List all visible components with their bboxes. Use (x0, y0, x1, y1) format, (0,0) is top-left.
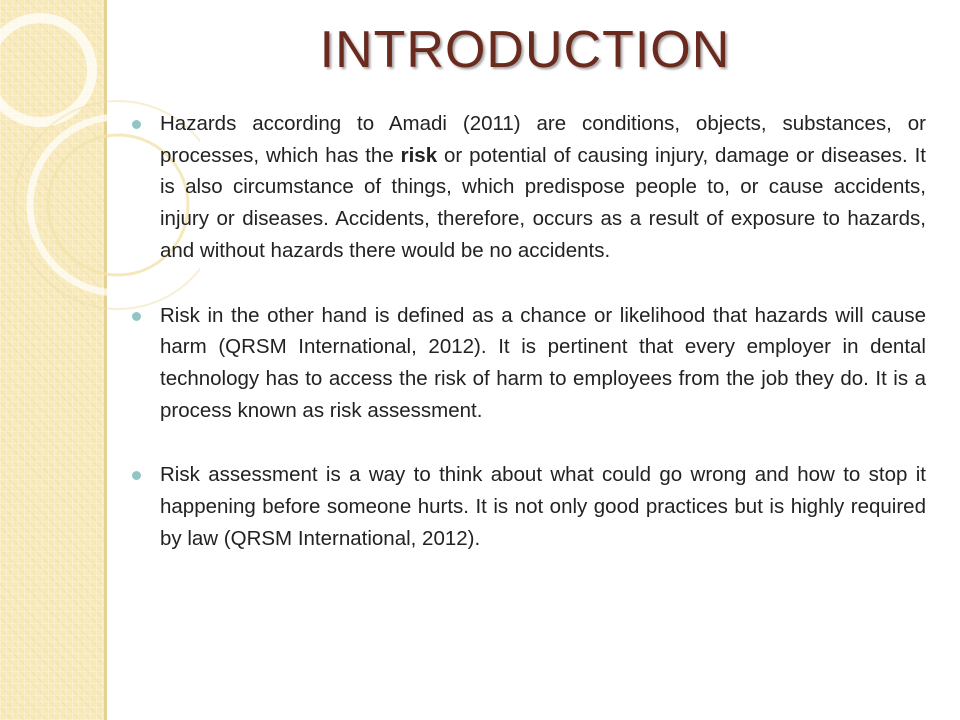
bullet-text: Risk in the other hand is defined as a chance or likelihood that hazards will cause harm (QRSM International, 2012). It is pertinent that every employer in dental technology has to access the risk of harm to employees from the job they do. It is a process known as risk assessment. (160, 303, 926, 422)
page-title: INTRODUCTION (319, 21, 731, 79)
bullet-item-risk (130, 300, 926, 427)
bullet-text-part: Hazards according to Amadi (2011) are conditions, objects, substances, or processes, which has the (160, 112, 926, 167)
bullet-item-risk-assessment (130, 459, 926, 554)
bullet-dot-icon (132, 120, 141, 129)
bullet-dot-icon (132, 471, 141, 480)
bullet-dot-icon (132, 312, 141, 321)
bullet-list (130, 108, 926, 587)
bullet-item-hazards (130, 108, 926, 267)
bullet-text-part: or potential of causing injury, damage or diseases. It is also circumstance of things, which predispose people to, or cause accidents, injury or diseases. Accidents, therefore, occurs as a result of exposure to hazards, and without hazards there would be no accidents. (160, 143, 927, 262)
bullet-text: Risk assessment is a way to think about what could go wrong and how to stop it happening before someone hurts. It is not only good practices but is highly required by law (QRSM International, 2012). (160, 463, 926, 550)
bullet-text-bold: risk (400, 143, 438, 167)
